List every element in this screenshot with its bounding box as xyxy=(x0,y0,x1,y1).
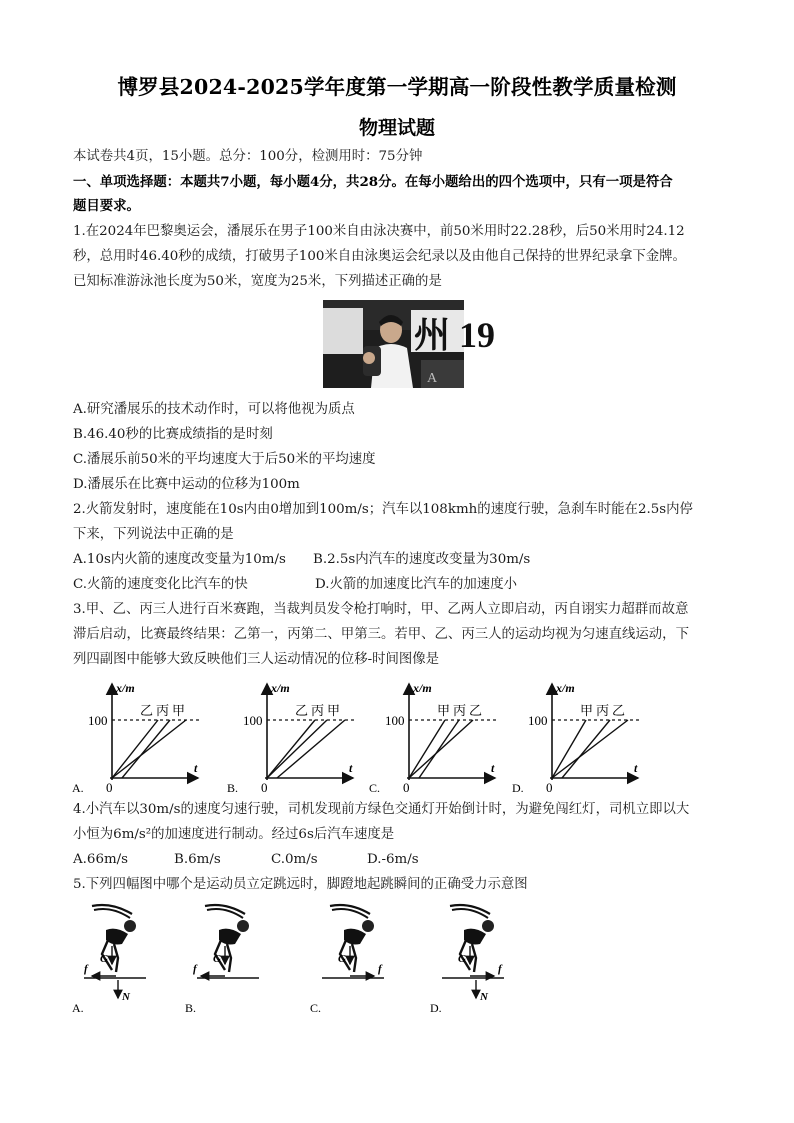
force-figures xyxy=(0,900,794,1020)
q3-stem-line2: 滞后启动，比赛最终结果：乙第一，丙第二、甲第三。若甲、乙、丙三人的运动均视为匀速直线运动，下 xyxy=(73,627,689,642)
runner-label: 丙 xyxy=(596,703,610,718)
photo-banner-text: 州 19 xyxy=(414,315,496,355)
xt-graph-a xyxy=(72,681,200,795)
athlete-torso xyxy=(219,929,241,945)
x-axis-label: t xyxy=(194,761,198,775)
y-tick-100: 100 xyxy=(528,713,548,728)
option-label: D. xyxy=(512,781,524,795)
runner-line-3 xyxy=(409,720,473,778)
athlete-torso xyxy=(106,929,128,945)
section-heading: 一、单项选择题：本题共7小题，每小题4分，共28分。在每小题给出的四个选项中，只有一项是符合 xyxy=(73,174,673,190)
gravity-label: G xyxy=(458,953,466,965)
runner-label: 乙 xyxy=(295,703,309,718)
runner-label: 甲 xyxy=(172,703,186,718)
q1-stem-line1: 1.在2024年巴黎奥运会，潘展乐在男子100米自由泳决赛中，前50米用时22.28秒，后50米用时24.12 xyxy=(73,224,685,239)
option-label: D. xyxy=(430,1001,442,1015)
q2-stem-line2: 下来，下列说法中正确的是 xyxy=(73,527,234,542)
q4-stem-line2: 小恒为6m/s²的加速度进行制动。经过6s后汽车速度是 xyxy=(73,827,395,842)
q4-option-d: D.-6m/s xyxy=(367,852,419,867)
q1-option-d: D.潘展乐在比赛中运动的位移为100m xyxy=(73,477,300,492)
y-tick-100: 100 xyxy=(385,713,405,728)
runner-line-3 xyxy=(277,720,345,778)
runner-line-3 xyxy=(552,720,628,778)
xt-graph-c xyxy=(369,681,497,795)
q4-option-c: C.0m/s xyxy=(271,852,318,867)
y-axis-label: x/m xyxy=(116,681,135,695)
y-axis-label: x/m xyxy=(413,681,432,695)
athlete-head xyxy=(237,920,249,932)
q1-stem-line3: 已知标准游泳池长度为50米，宽度为25米，下列描述正确的是 xyxy=(73,274,442,289)
runner-label: 甲 xyxy=(437,703,451,718)
origin-label: 0 xyxy=(403,780,410,795)
force-figure-d xyxy=(430,905,504,1015)
origin-label: 0 xyxy=(106,780,113,795)
runner-label: 丙 xyxy=(156,703,170,718)
q1-option-a: A.研究潘展乐的技术动作时，可以将他视为质点 xyxy=(73,402,355,417)
x-axis-label: t xyxy=(349,761,353,775)
xt-graph-b xyxy=(227,681,355,795)
gravity-label: G xyxy=(338,953,346,965)
option-label: B. xyxy=(185,1001,197,1015)
xt-graphs xyxy=(0,668,794,800)
runner-line-1 xyxy=(112,720,158,778)
runner-line-2 xyxy=(267,720,327,778)
gravity-label: G xyxy=(213,953,221,965)
runner-label: 甲 xyxy=(580,703,594,718)
option-label: B. xyxy=(227,781,239,795)
section-heading-cont: 题目要求。 xyxy=(73,198,140,214)
exam-subtitle: 物理试题 xyxy=(358,117,435,139)
q2-option-b: B.2.5s内汽车的速度改变量为30m/s xyxy=(313,552,531,567)
force-figure-b xyxy=(185,905,259,1015)
athlete-head xyxy=(124,920,136,932)
q4-stem-line1: 4.小汽车以30m/s的速度匀速行驶，司机发现前方绿色交通灯开始倒计时，为避免闯红灯，司机立即以大 xyxy=(73,802,690,817)
swimmer-photo xyxy=(323,300,496,388)
friction-label: f xyxy=(378,963,382,975)
friction-label: f xyxy=(84,963,88,975)
x-axis-label: t xyxy=(634,761,638,775)
q2-option-d: D.火箭的加速度比汽车的加速度小 xyxy=(315,577,517,592)
athlete-torso xyxy=(344,929,366,945)
runner-label: 丙 xyxy=(311,703,325,718)
q5-stem-line1: 5.下列四幅图中哪个是运动员立定跳远时，脚蹬地起跳瞬间的正确受力示意图 xyxy=(73,877,528,892)
option-label: C. xyxy=(310,1001,322,1015)
normal-label: N xyxy=(480,991,488,1003)
runner-line-2 xyxy=(122,720,170,778)
runner-label: 甲 xyxy=(327,703,341,718)
q1-option-c: C.潘展乐前50米的平均速度大于后50米的平均速度 xyxy=(73,452,376,467)
xt-graph-d xyxy=(512,681,640,795)
exam-title: 博罗县2024-2025学年度第一学期高一阶段性教学质量检测 xyxy=(117,75,677,99)
force-figure-c xyxy=(310,905,384,1015)
q2-option-a: A.10s内火箭的速度改变量为10m/s xyxy=(73,552,286,567)
option-label: C. xyxy=(369,781,381,795)
y-tick-100: 100 xyxy=(243,713,263,728)
y-axis-label: x/m xyxy=(271,681,290,695)
q1-stem-line2: 秒，总用时46.40秒的成绩，打破男子100米自由泳奥运会纪录以及由他自己保持的世界纪录拿下金牌。 xyxy=(73,249,686,264)
friction-label: f xyxy=(193,963,197,975)
athlete-head xyxy=(362,920,374,932)
athlete-head xyxy=(482,920,494,932)
gravity-label: G xyxy=(100,953,108,965)
runner-label: 乙 xyxy=(612,703,626,718)
q3-stem-line3: 列四副图中能够大致反映他们三人运动情况的位移-时间图像是 xyxy=(73,652,440,667)
q2-option-c: C.火箭的速度变化比汽车的快 xyxy=(73,577,248,592)
origin-label: 0 xyxy=(546,780,553,795)
q4-option-b: B.6m/s xyxy=(174,852,221,867)
y-tick-100: 100 xyxy=(88,713,108,728)
q4-option-a: A.66m/s xyxy=(73,852,129,867)
option-label: A. xyxy=(72,781,84,795)
runner-line-1 xyxy=(267,720,315,778)
exam-intro: 本试卷共4页，15小题。总分：100分，检测用时：75分钟 xyxy=(73,149,423,164)
force-figure-a xyxy=(72,905,146,1015)
x-axis-label: t xyxy=(491,761,495,775)
q3-stem-line1: 3.甲、乙、丙三人进行百米赛跑，当裁判员发令枪打响时，甲、乙两人立即启动，丙自诩实力超群而故意 xyxy=(73,602,689,617)
q2-stem-line1: 2.火箭发射时，速度能在10s内由0增加到100m/s；汽车以108kmh的速度行驶，急刹车时能在2.5s内停 xyxy=(73,502,693,517)
origin-label: 0 xyxy=(261,780,268,795)
svg-text:A: A xyxy=(427,371,438,386)
friction-label: f xyxy=(498,963,502,975)
runner-label: 乙 xyxy=(140,703,154,718)
q1-option-b: B.46.40秒的比赛成绩指的是时刻 xyxy=(73,427,273,442)
option-label: A. xyxy=(72,1001,84,1015)
y-axis-label: x/m xyxy=(556,681,575,695)
runner-line-3 xyxy=(112,720,186,778)
runner-label: 乙 xyxy=(469,703,483,718)
athlete-torso xyxy=(464,929,486,945)
runner-label: 丙 xyxy=(453,703,467,718)
normal-label: N xyxy=(122,991,130,1003)
